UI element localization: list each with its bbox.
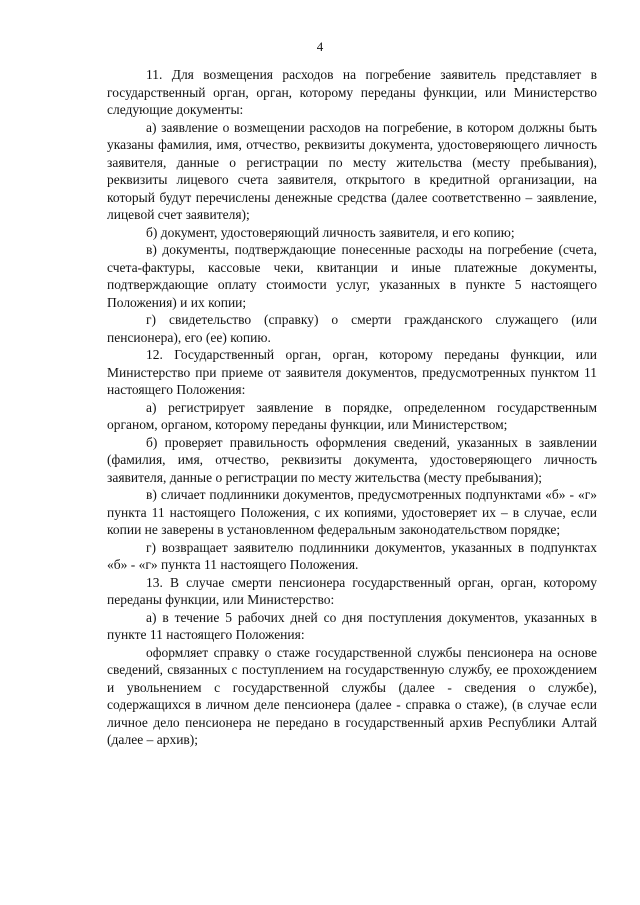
paragraph-11-v: в) документы, подтверждающие понесенные расходы на погребение (счета, счета-фактуры, кассовые чеки, квитанции и иные платежные документы, подтверждающие оплату стоимости услуг, указанных в пункте 5 настоящего Положения) и их копии; [107, 242, 597, 310]
paragraph-11-b: б) документ, удостоверяющий личность заявителя, и его копию; [146, 224, 515, 240]
paragraph-12-a: а) регистрирует заявление в порядке, определенном государственным органом, органом, которому переданы функции, или Министерством; [107, 399, 597, 432]
paragraph-12-b: б) проверяет правильность оформления сведений, указанных в заявлении (фамилия, имя, отчество, реквизиты документа, удостоверяющего личность заявителя, данные о регистрации по месту жительства (месту пребывания); [107, 434, 597, 485]
document-body [107, 66, 597, 749]
paragraph-13: 13. В случае смерти пенсионера государственный орган, орган, которому переданы функции, или Министерство: [107, 574, 597, 607]
paragraph-11: 11. Для возмещения расходов на погребение заявитель представляет в государственный орган, орган, которому переданы функции, или Министерство следующие документы: [107, 67, 597, 117]
paragraph-12: 12. Государственный орган, орган, которому переданы функции, или Министерство при приеме от заявителя документов, предусмотренных пунктом 11 настоящего Положения: [107, 347, 597, 397]
paragraph-12-v: в) сличает подлинники документов, предусмотренных подпунктами «б» - «г» пункта 11 настоящего Положения, с их копиями, удостоверяет их – в случае, если копии не заверены в установленном федеральным законодательством порядке; [107, 487, 597, 537]
paragraph-11-g: г) свидетельство (справку) о смерти гражданского служащего (или пенсионера), его (ее) копию. [107, 312, 597, 345]
paragraph-12-g: г) возвращает заявителю подлинники документов, указанных в подпунктах «б» - «г» пункта 11 настоящего Положения. [107, 539, 597, 572]
paragraph-11-a: а) заявление о возмещении расходов на погребение, в котором должны быть указаны фамилия, имя, отчество, реквизиты документа, удостоверяющего личность заявителя, данные о регистрации по месту жительства (месту пребывания), реквизиты лицевого счета заявителя, открытого в кредитной организации, на который будут перечислены денежные средства (далее соответственно – заявление, лицевой счет заявителя); [107, 119, 597, 222]
paragraph-13-a-text: оформляет справку о стаже государственной службы пенсионера на основе сведений, связанных с поступлением на государственную службу, ее прохождением и увольнением с государственной службы (далее - сведения о службе), содержащихся в личном деле пенсионера (далее - справка о стаже), (в случае если личное дело пенсионера не передано в государственный архив Республики Алтай (далее – архив); [107, 644, 597, 747]
page-number: 4 [316, 39, 324, 54]
paragraph-13-a: а) в течение 5 рабочих дней со дня поступления документов, указанных в пункте 11 настоящего Положения: [107, 609, 597, 642]
